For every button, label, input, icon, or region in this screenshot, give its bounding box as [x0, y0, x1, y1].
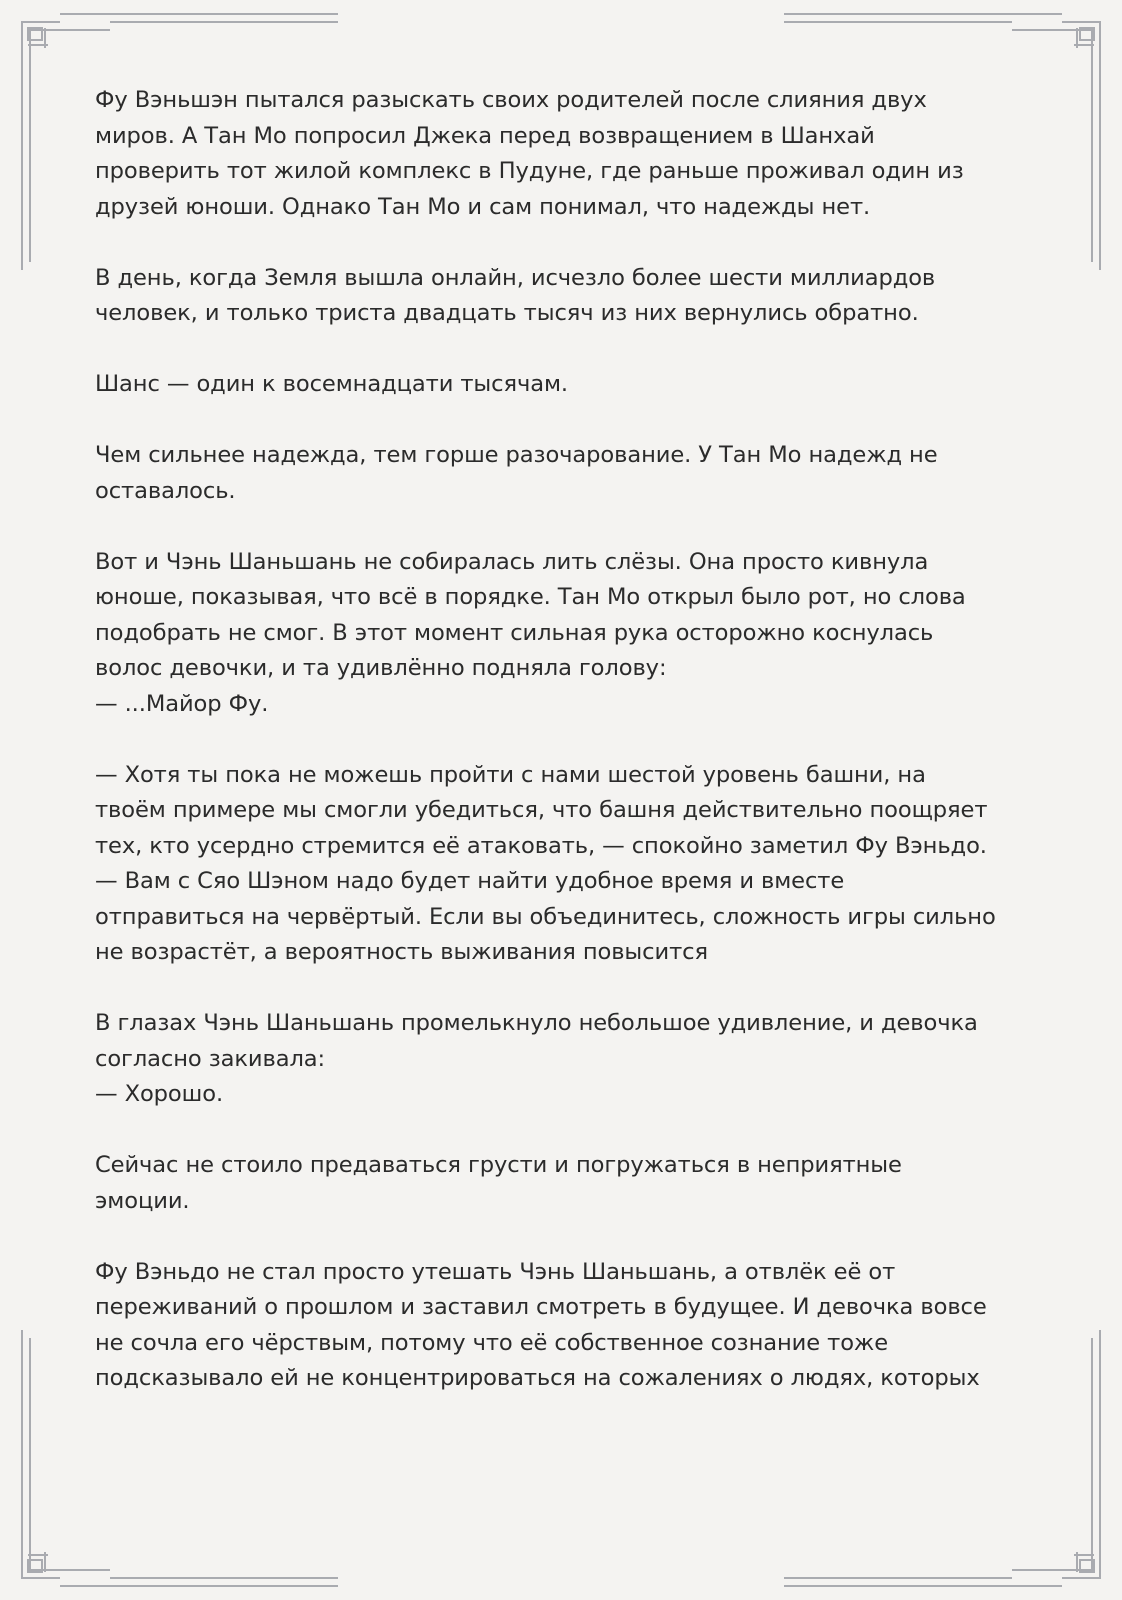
paragraph: Чем сильнее надежда, тем горше разочарование. У Тан Мо надежд не оставалось. [95, 442, 938, 504]
paragraph: Сейчас не стоило предаваться грусти и погружаться в неприятные эмоции. [95, 1152, 902, 1214]
document-body [95, 83, 1035, 1397]
paragraph: В день, когда Земля вышла онлайн, исчезло более шести миллиардов человек, и только триста двадцать тысяч из них вернулись обратно. [95, 264, 936, 326]
corner-ornament-bottom-right [1062, 1330, 1100, 1578]
corner-ornament-top-left [22, 22, 60, 270]
paragraph: — Хотя ты пока не можешь пройти с нами шестой уровень башни, на твоём примере мы смогли убедиться, что башня действительно поощряет тех, кто усердно стремится её атаковать, — спокойно заметил Фу Вэньдо. — Вам с Сяо Шэном надо будет найти удобное время и вместе отправиться на червёртый. Если вы объединитесь, сложность игры сильно не возрастёт, а вероятность выживания повысится [95, 761, 996, 965]
paragraph: Вот и Чэнь Шаньшань не собиралась лить слёзы. Она просто кивнула юноше, показывая, что всё в порядке. Тан Мо открыл было рот, но слова подобрать не смог. В этот момент сильная рука осторожно коснулась волос девочки, и та удивлённо подняла голову: — ...Майор Фу. [95, 548, 966, 717]
corner-ornament-bottom-left [22, 1330, 60, 1578]
paragraph: Шанс — один к восемнадцати тысячам. [95, 371, 568, 397]
corner-ornament-top-right [1062, 22, 1100, 270]
paragraph: Фу Вэньшэн пытался разыскать своих родителей после слияния двух миров. А Тан Мо попросил Джека перед возвращением в Шанхай проверить тот жилой комплекс в Пудуне, где раньше проживал один из друзей юноши. Однако Тан Мо и сам понимал, что надежды нет. [95, 87, 964, 220]
paragraph: В глазах Чэнь Шаньшань промелькнуло небольшое удивление, и девочка согласно закивала: — Хорошо. [95, 1010, 978, 1107]
paragraph: Фу Вэньдо не стал просто утешать Чэнь Шаньшань, а отвлёк её от переживаний о прошлом и заставил смотреть в будущее. И девочка вовсе не сочла его чёрствым, потому что её собственное сознание тоже подсказывало ей не концентрироваться на сожалениях о людях, которых [95, 1258, 987, 1391]
